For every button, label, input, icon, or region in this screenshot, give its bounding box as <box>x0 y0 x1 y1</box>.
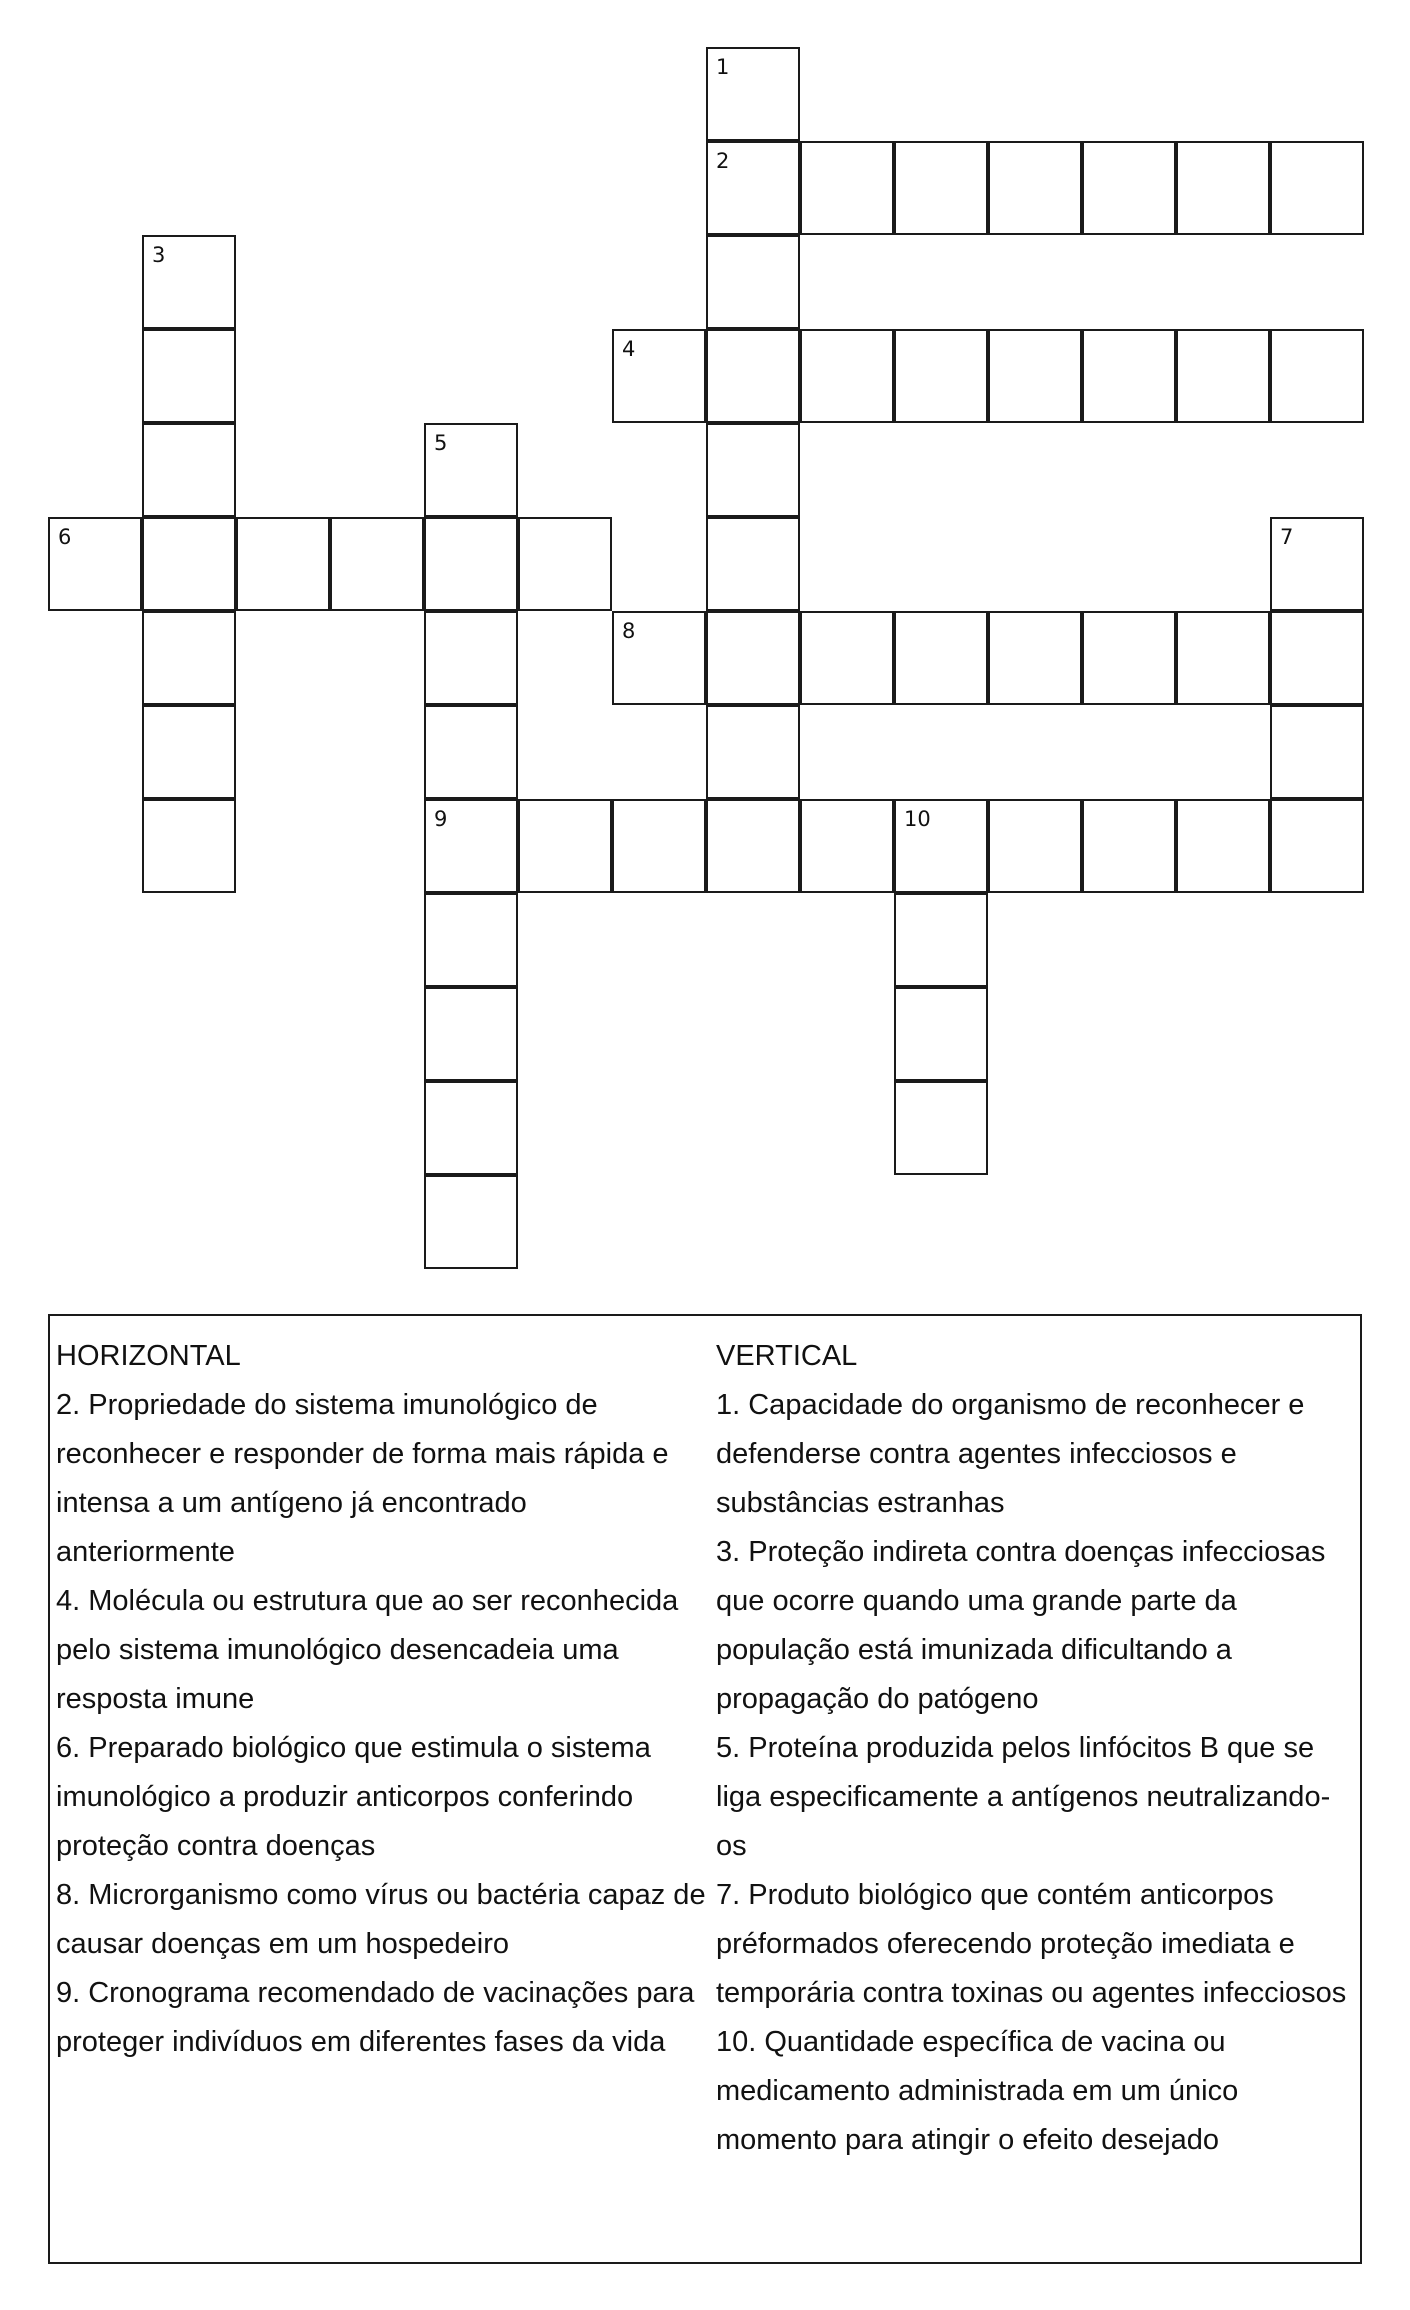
crossword-cell[interactable] <box>988 611 1082 705</box>
crossword-cell[interactable] <box>706 329 800 423</box>
crossword-cell[interactable] <box>800 799 894 893</box>
crossword-cell[interactable] <box>424 893 518 987</box>
clue-number: 5 <box>434 431 448 455</box>
crossword-cell[interactable] <box>424 987 518 1081</box>
crossword-cell[interactable] <box>706 611 800 705</box>
crossword-cell[interactable] <box>330 517 424 611</box>
crossword-cell[interactable] <box>142 329 236 423</box>
crossword-cell[interactable] <box>706 799 800 893</box>
crossword-cell[interactable] <box>988 799 1082 893</box>
crossword-cell[interactable] <box>706 517 800 611</box>
crossword-cell[interactable] <box>894 987 988 1081</box>
crossword-cell[interactable] <box>894 141 988 235</box>
crossword-cell[interactable] <box>142 235 236 329</box>
crossword-cell[interactable] <box>142 705 236 799</box>
crossword-cell[interactable] <box>706 47 800 141</box>
crossword-cell[interactable] <box>1176 141 1270 235</box>
clue-number: 7 <box>1280 525 1294 549</box>
clue-number: 6 <box>58 525 72 549</box>
crossword-cell[interactable] <box>142 517 236 611</box>
vertical-clue: 5. Proteína produzida pelos linfócitos B que se liga especificamente a antígenos neutralizando-os <box>716 1732 1331 1862</box>
horizontal-title: HORIZONTAL <box>56 1340 241 1372</box>
clue-number: 1 <box>716 55 730 79</box>
crossword-cell[interactable] <box>988 329 1082 423</box>
crossword-cell[interactable] <box>894 611 988 705</box>
crossword-cell[interactable] <box>800 329 894 423</box>
crossword-cell[interactable] <box>424 1081 518 1175</box>
clue-number: 10 <box>904 807 931 831</box>
clue-number: 2 <box>716 149 730 173</box>
crossword-cell[interactable] <box>1270 705 1364 799</box>
horizontal-clue: 9. Cronograma recomendado de vacinações para proteger indivíduos em diferentes fases da vida <box>56 1977 695 2058</box>
crossword-cell[interactable] <box>1176 329 1270 423</box>
crossword-cell[interactable] <box>894 893 988 987</box>
clue-number: 3 <box>152 243 166 267</box>
crossword-cell[interactable] <box>424 705 518 799</box>
crossword-cell[interactable] <box>894 1081 988 1175</box>
crossword-cell[interactable] <box>424 611 518 705</box>
vertical-clue: 1. Capacidade do organismo de reconhecer e defenderse contra agentes infecciosos e substâncias estranhas <box>716 1389 1305 1519</box>
crossword-cell[interactable] <box>142 799 236 893</box>
crossword-cell[interactable] <box>800 611 894 705</box>
horizontal-clue: 4. Molécula ou estrutura que ao ser reconhecida pelo sistema imunológico desencadeia uma resposta imune <box>56 1585 679 1715</box>
crossword-cell[interactable] <box>48 517 142 611</box>
vertical-clue: 3. Proteção indireta contra doenças infecciosas que ocorre quando uma grande parte da população está imunizada dificultando a propagação do patógeno <box>716 1536 1326 1715</box>
clue-number: 9 <box>434 807 448 831</box>
crossword-cell[interactable] <box>424 423 518 517</box>
crossword-cell[interactable] <box>1270 329 1364 423</box>
crossword-cell[interactable] <box>424 799 518 893</box>
crossword-cell[interactable] <box>894 799 988 893</box>
crossword-cell[interactable] <box>800 141 894 235</box>
clue-number: 8 <box>622 619 636 643</box>
crossword-cell[interactable] <box>706 705 800 799</box>
crossword-cell[interactable] <box>518 799 612 893</box>
crossword-cell[interactable] <box>1270 141 1364 235</box>
horizontal-clue: 8. Microrganismo como vírus ou bactéria capaz de causar doenças em um hospedeiro <box>56 1879 706 1960</box>
crossword-cell[interactable] <box>142 611 236 705</box>
crossword-cell[interactable] <box>236 517 330 611</box>
vertical-clues <box>716 1332 1356 2165</box>
crossword-cell[interactable] <box>706 423 800 517</box>
vertical-clue: 7. Produto biológico que contém anticorpos préformados oferecendo proteção imediata e temporária contra toxinas ou agentes infecciosos <box>716 1879 1347 2009</box>
crossword-cell[interactable] <box>518 517 612 611</box>
horizontal-clue: 2. Propriedade do sistema imunológico de reconhecer e responder de forma mais rápida e intensa a um antígeno já encontrado anteriormente <box>56 1389 669 1568</box>
crossword-cell[interactable] <box>706 141 800 235</box>
crossword-cell[interactable] <box>1270 611 1364 705</box>
vertical-clue: 10. Quantidade específica de vacina ou medicamento administrada em um único momento para atingir o efeito desejado <box>716 2026 1239 2156</box>
crossword-cell[interactable] <box>1176 799 1270 893</box>
crossword-cell[interactable] <box>1082 329 1176 423</box>
crossword-cell[interactable] <box>424 517 518 611</box>
vertical-title: VERTICAL <box>716 1340 858 1372</box>
clues-box <box>48 1314 1362 2264</box>
horizontal-clue: 6. Preparado biológico que estimula o sistema imunológico a produzir anticorpos conferindo proteção contra doenças <box>56 1732 651 1862</box>
crossword-cell[interactable] <box>142 423 236 517</box>
crossword-cell[interactable] <box>612 611 706 705</box>
crossword-cell[interactable] <box>612 799 706 893</box>
crossword-cell[interactable] <box>988 141 1082 235</box>
crossword-cell[interactable] <box>1082 799 1176 893</box>
crossword-cell[interactable] <box>1176 611 1270 705</box>
crossword-cell[interactable] <box>1082 611 1176 705</box>
crossword-cell[interactable] <box>424 1175 518 1269</box>
crossword-cell[interactable] <box>1082 141 1176 235</box>
crossword-cell[interactable] <box>706 235 800 329</box>
crossword-cell[interactable] <box>1270 799 1364 893</box>
crossword-cell[interactable] <box>612 329 706 423</box>
clue-number: 4 <box>622 337 636 361</box>
horizontal-clues <box>56 1332 706 2067</box>
crossword-cell[interactable] <box>894 329 988 423</box>
crossword-cell[interactable] <box>1270 517 1364 611</box>
